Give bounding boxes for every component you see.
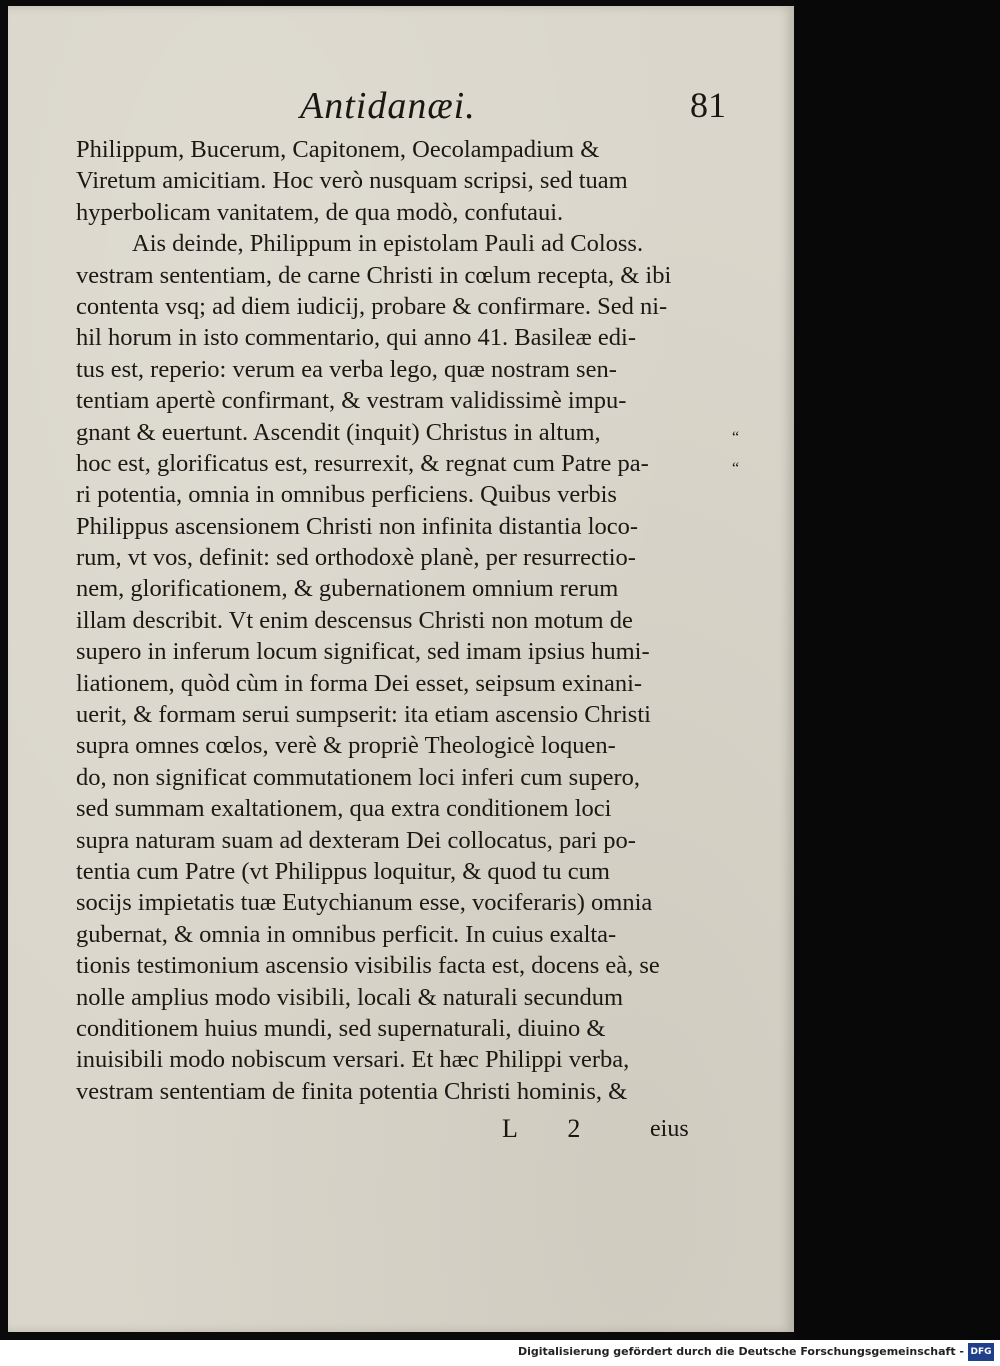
text-line: tentiam apertè confirmant, & vestram validissimè impu- (76, 387, 627, 415)
scan-margin-dark (794, 0, 1000, 1340)
text-line: vestram sententiam, de carne Christi in cœlum recepta, & ibi (76, 261, 672, 289)
text-line: tus est, reperio: verum ea verba lego, quæ nostram sen- (76, 355, 617, 383)
signature-mark: L 2 (502, 1114, 603, 1143)
text-line: contenta vsq; ad diem iudicij, probare & confirmare. Sed ni- (76, 292, 668, 320)
text-line: hoc est, glorificatus est, resurrexit, & regnat cum Patre pa- (76, 449, 649, 477)
text-line: do, non significat commutationem loci inferi cum supero, (76, 763, 641, 791)
text-line: Ais deinde, Philippum in epistolam Pauli ad Coloss. (132, 230, 644, 258)
book-page (8, 6, 794, 1332)
text-line: conditionem huius mundi, sed supernaturali, diuino & (76, 1014, 606, 1042)
text-line: vestram sententiam de finita potentia Christi hominis, & (76, 1077, 628, 1105)
catchword: eius (650, 1116, 689, 1142)
text-line: supero in inferum locum significat, sed imam ipsius humi- (76, 638, 650, 666)
text-line: supra naturam suam ad dexteram Dei collocatus, pari po- (76, 826, 636, 854)
text-line: illam describit. Vt enim descensus Christi non motum de (76, 606, 633, 634)
page-header (8, 84, 794, 134)
page-footer (8, 1114, 794, 1154)
text-line: uerit, & formam serui sumpserit: ita etiam ascensio Christi (76, 701, 651, 729)
text-line: hil horum in isto commentario, qui anno 41. Basileæ edi- (76, 324, 637, 352)
text-line: gnant & euertunt. Ascendit (inquit) Christus in altum, (76, 418, 601, 446)
text-line: hyperbolicam vanitatem, de qua modò, confutaui. (76, 198, 564, 226)
text-line: socijs impietatis tuæ Eutychianum esse, vociferaris) omnia (76, 889, 653, 917)
quote-mark: “ (732, 460, 740, 478)
margin-quotation-marks (732, 422, 762, 485)
text-line: nem, glorificationem, & gubernationem omnium rerum (76, 575, 619, 603)
text-line: sed summam exaltationem, qua extra conditionem loci (76, 795, 612, 823)
text-line: rum, vt vos, definit: sed orthodoxè planè, per resurrectio- (76, 544, 636, 572)
text-line: nolle amplius modo visibili, locali & naturali secundum (76, 983, 624, 1011)
quote-mark: “ (732, 429, 740, 446)
text-line: Philippum, Bucerum, Capitonem, Oecolampadium & (76, 136, 600, 163)
body-text (76, 134, 776, 1107)
text-line: tentia cum Patre (vt Philippus loquitur, & quod tu cum (76, 857, 610, 885)
credit-bar (0, 1340, 1000, 1366)
text-line: gubernat, & omnia in omnibus perficit. In cuius exalta- (76, 920, 617, 948)
text-line: inuisibili modo nobiscum versari. Et hæc Philippi verba, (76, 1046, 630, 1074)
running-title: Antidanæi. (300, 85, 476, 127)
text-line: ri potentia, omnia in omnibus perficiens. Quibus verbis (76, 481, 617, 509)
credit-text: Digitalisierung gefördert durch die Deutsche Forschungsgemeinschaft - (517, 1345, 964, 1358)
page-number: 81 (690, 85, 726, 125)
text-line: tionis testimonium ascensio visibilis facta est, docens eà, se (76, 952, 660, 980)
dfg-logo: DFG (968, 1343, 994, 1361)
text-line: supra omnes cœlos, verè & propriè Theologicè loquen- (76, 732, 616, 760)
text-line: Philippus ascensionem Christi non infinita distantia loco- (76, 512, 639, 540)
text-line: Viretum amicitiam. Hoc verò nusquam scripsi, sed tuam (76, 167, 628, 195)
text-line: liationem, quòd cùm in forma Dei esset, seipsum exinani- (76, 669, 643, 697)
